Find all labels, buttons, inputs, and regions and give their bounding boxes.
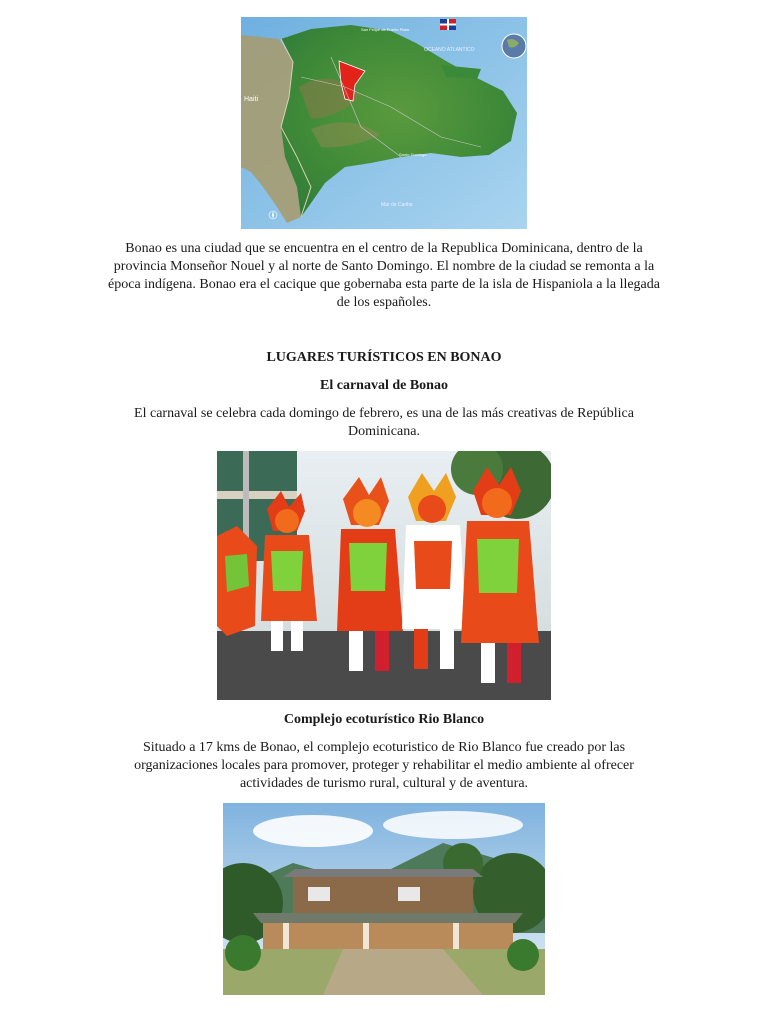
carnaval-photo: [217, 451, 551, 700]
carnaval-line: El carnaval se celebra cada domingo de febrero, es una de las más creativas de República: [134, 406, 634, 421]
intro-line: provincia Monseñor Nouel y al norte de Santo Domingo. El nombre de la ciudad se remonta a la: [113, 259, 655, 274]
intro-paragraph: [104, 240, 664, 312]
map-label-haiti: Haiti: [244, 96, 259, 103]
map-label-santo-domingo: Santo Domingo: [399, 152, 427, 157]
map-label-puerto-plata: San Felipe de Puerto Plata: [361, 27, 409, 32]
intro-line: de los españoles.: [336, 295, 432, 310]
rioblanco-line: Situado a 17 kms de Bonao, el complejo ecoturistico de Rio Blanco fue creado por las: [142, 740, 626, 755]
rioblanco-paragraph: [114, 739, 654, 793]
carnaval-title: El carnaval de Bonao: [320, 378, 448, 393]
dominican-flag-icon: [440, 19, 456, 30]
dominican-republic-map-image: [241, 17, 527, 229]
map-label-ocean: OCEANO ATLANTICO: [424, 47, 475, 53]
intro-line: época indígena. Bonao era el cacique que gobernaba esta parte de la isla de Hispaniola a la llegada: [108, 277, 660, 292]
carnaval-paragraph: [114, 405, 654, 441]
rioblanco-photo: [223, 803, 545, 995]
map-label-sea: Mar de Caribe: [381, 202, 413, 208]
carnaval-line: Dominicana.: [348, 424, 420, 439]
rioblanco-line: organizaciones locales para promover, proteger y rehabilitar el medio ambiente al ofrecer: [134, 758, 634, 773]
globe-inset-icon: [502, 34, 526, 58]
intro-line: Bonao es una ciudad que se encuentra en el centro de la Republica Dominicana, dentro de la: [125, 241, 643, 256]
rioblanco-line: actividades de turismo rural, cultural y de aventura.: [239, 776, 529, 791]
section-title: LUGARES TURÍSTICOS EN BONAO: [266, 350, 502, 365]
rioblanco-title: Complejo ecoturístico Rio Blanco: [283, 712, 485, 727]
